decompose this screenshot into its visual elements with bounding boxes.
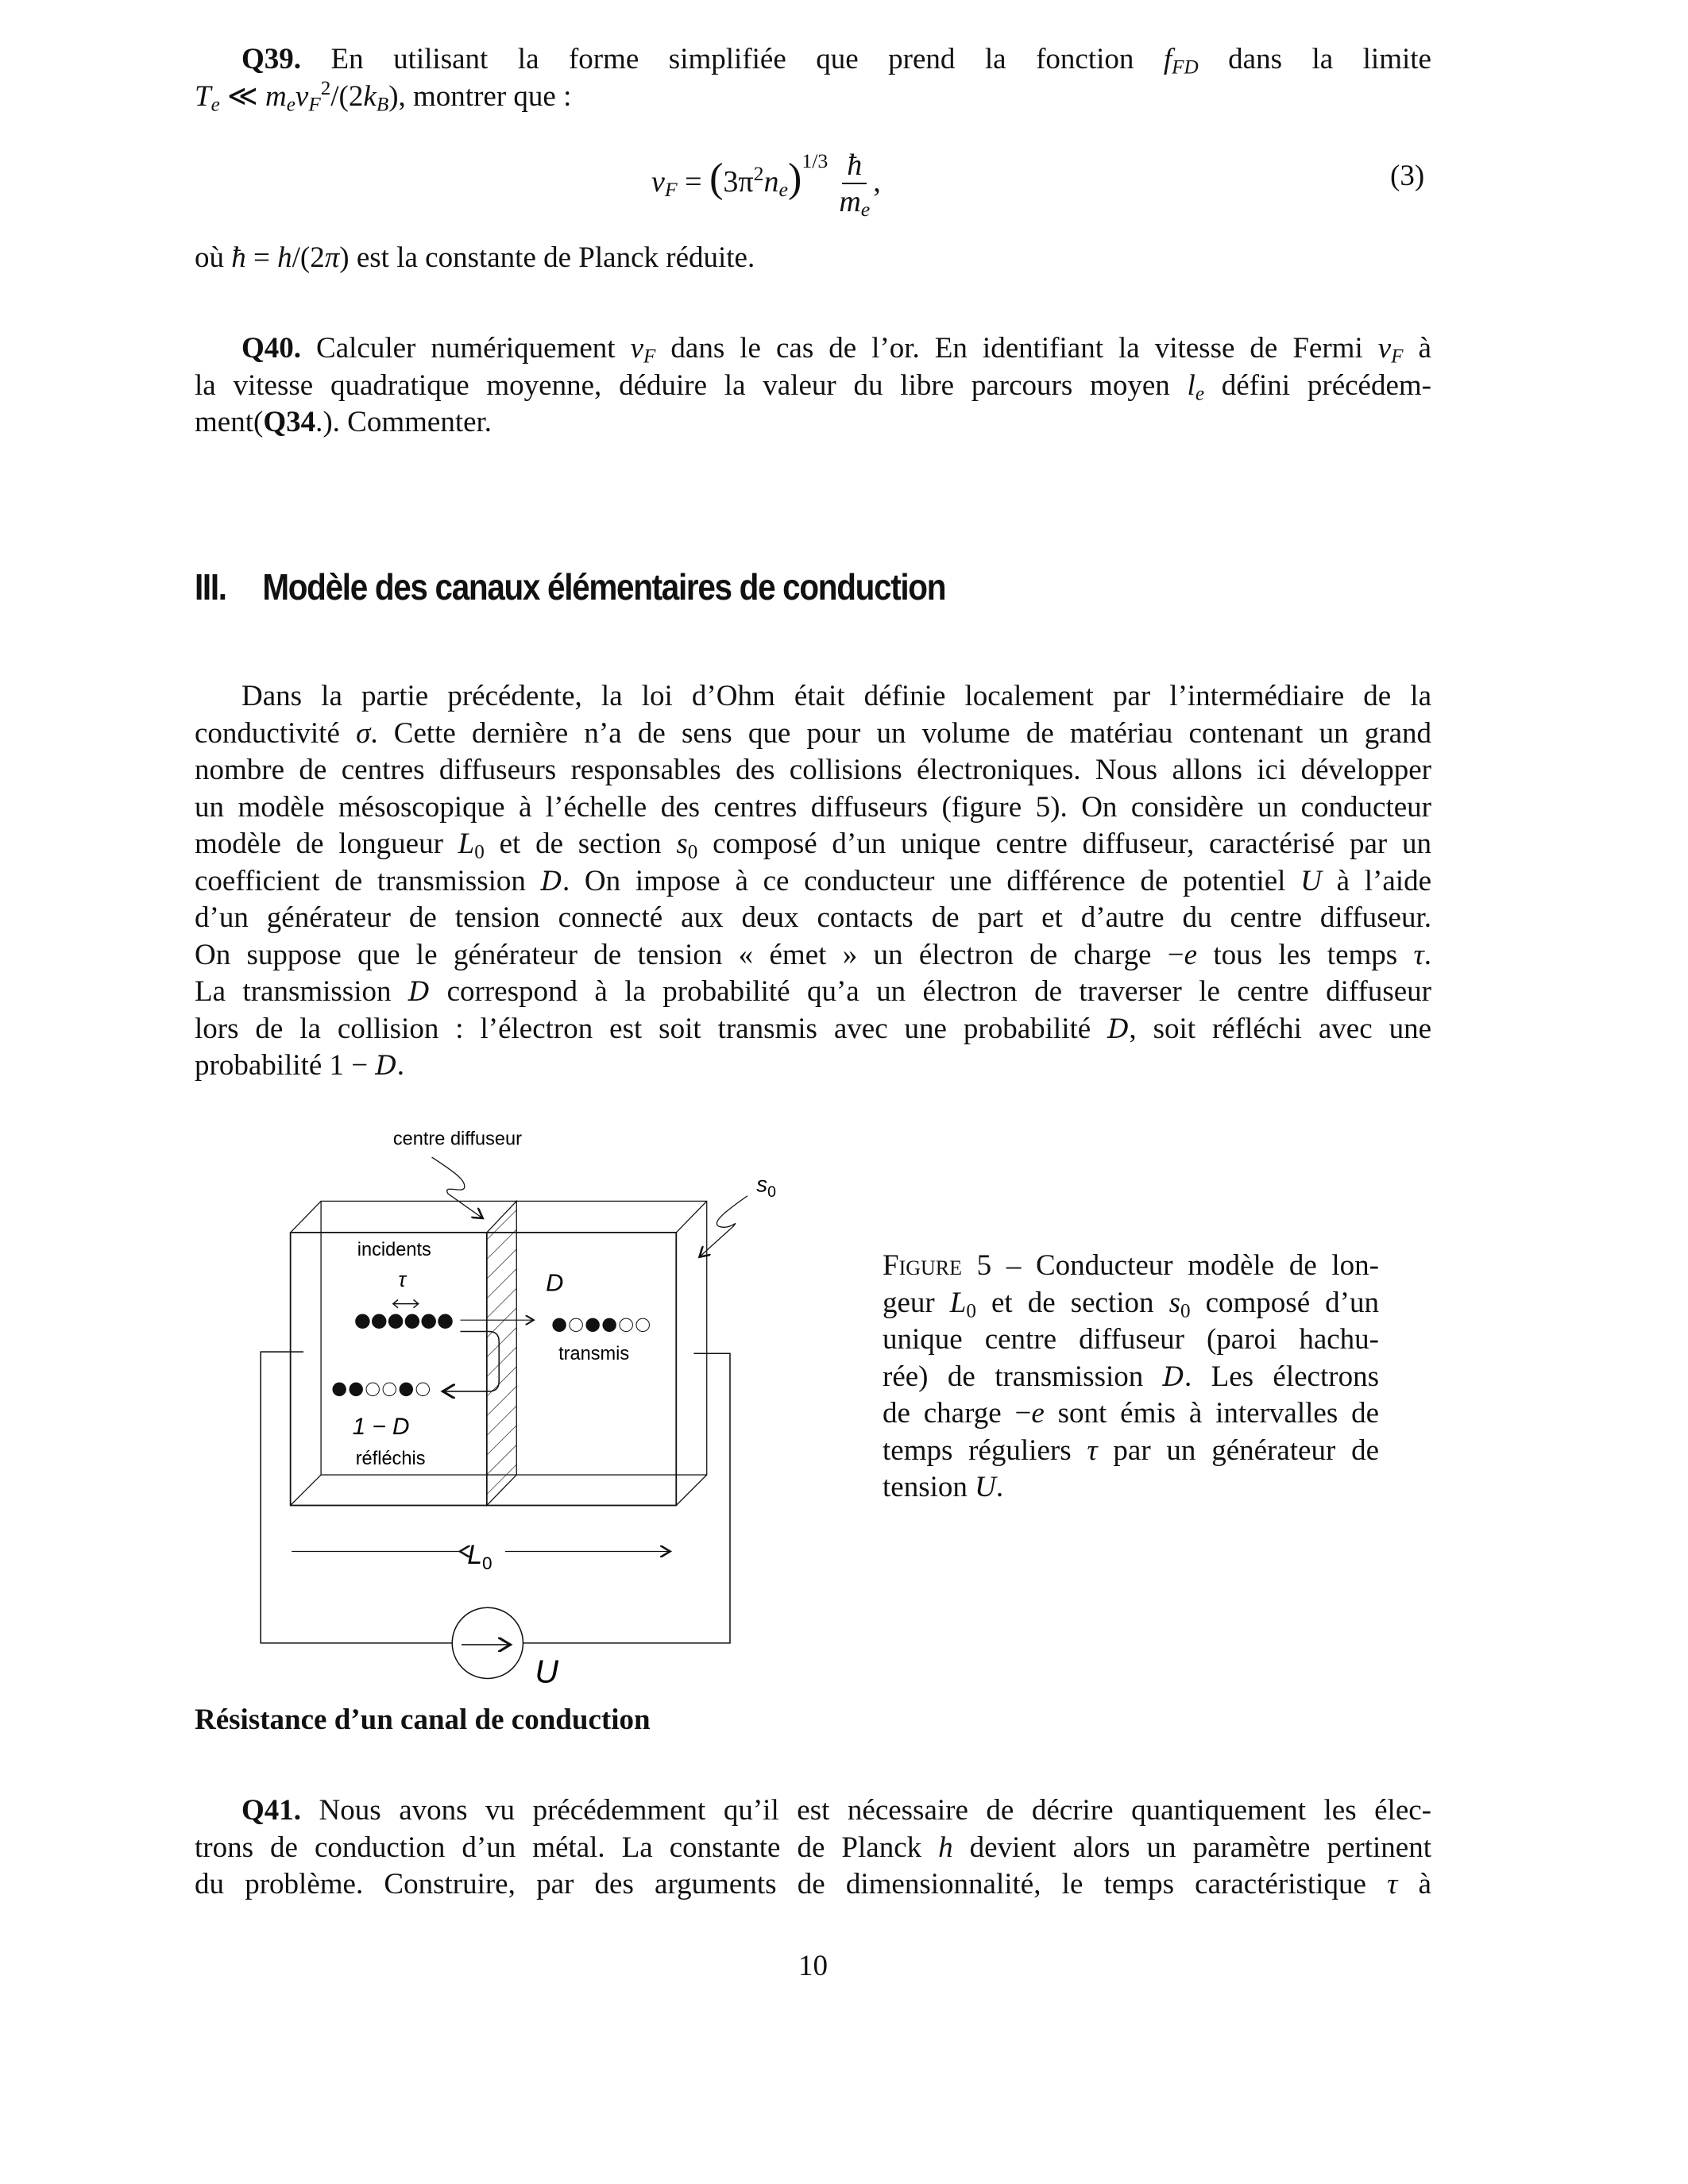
electron-dot-empty: [620, 1318, 632, 1331]
question-41: [195, 1792, 1431, 1904]
text-run: . Cette dernière n’a de sens que pour un volume de matériau contenant un grand: [370, 716, 1431, 750]
subsection-heading: Résistance d’un canal de conduction: [195, 1704, 651, 1736]
electron-dot-filled: [388, 1314, 402, 1328]
electron-dot-filled: [350, 1383, 362, 1395]
text-run: U: [1300, 864, 1322, 897]
text-run: dans le cas de l’or. En identifiant la vitesse de Fermi: [655, 332, 1378, 365]
text-run: τ: [1087, 1433, 1098, 1467]
text-run: f: [1163, 43, 1172, 75]
electron-dot-filled: [373, 1314, 386, 1328]
electron-dot-filled: [400, 1383, 412, 1395]
text-run: trons de conduction d’un métal. La constante de Planck: [195, 1831, 939, 1864]
electron-dot-filled: [586, 1318, 599, 1331]
text-run: /(2: [292, 241, 325, 274]
electron-dot-empty: [416, 1383, 429, 1395]
text-run: ≪: [219, 79, 265, 113]
text-line: [195, 1830, 1431, 1867]
text-line: [883, 1285, 1379, 1322]
eq-pi-sup: 2: [753, 161, 764, 185]
text-run: σ: [356, 716, 371, 750]
text-run: .: [995, 1471, 1004, 1503]
eq-v-sub: F: [664, 178, 678, 202]
text-line: [883, 1248, 1379, 1285]
text-run: ), montrer que :: [388, 79, 572, 113]
text-run: où: [195, 241, 232, 274]
text-run: unique centre diffuseur (paroi hachu-: [883, 1323, 1379, 1356]
eq-equals: =: [677, 165, 710, 199]
eq-3pi: 3π: [723, 165, 754, 199]
text-run: correspond à la probabilité qu’a un électron de traverser le centre diffuseur: [430, 975, 1431, 1008]
text-run: , soit réfléchi avec une: [1129, 1012, 1431, 1045]
text-run: Q41.: [241, 1794, 302, 1827]
eq-denominator: m: [839, 184, 861, 218]
text-run: e: [1184, 938, 1198, 971]
voltage-generator: [452, 1607, 523, 1678]
text-line: [195, 240, 1431, 277]
text-run: L: [949, 1286, 967, 1319]
text-run: D: [540, 865, 562, 897]
eq-n-sub: e: [778, 178, 788, 202]
transmis-label: transmis: [558, 1342, 630, 1364]
text-run: Nous avons vu précédemment qu’il est nécessaire de décrire quantiquement les élec-: [301, 1794, 1431, 1827]
text-run: d’un générateur de tension connecté aux deux contacts de part et d’autre du centre diffuseur.: [195, 901, 1431, 934]
text-run: composé d’un: [1190, 1286, 1379, 1319]
text-run: .: [1423, 938, 1431, 971]
text-run: ment(: [195, 406, 264, 438]
text-run: dans la limite: [1198, 43, 1431, 75]
page-number: 10: [798, 1950, 828, 1982]
text-run: D: [375, 1050, 397, 1082]
text-run: v: [630, 332, 644, 365]
text-run: F: [643, 345, 656, 368]
eq-den-sub: e: [860, 198, 871, 222]
text-run: coefficient de transmission: [195, 864, 541, 897]
electron-dot-filled: [438, 1314, 452, 1328]
s0-label: $s_0$: [756, 1171, 776, 1201]
text-run: 0: [1180, 1299, 1191, 1322]
text-run: e: [211, 93, 220, 115]
text-run: 0: [687, 841, 698, 863]
electron-dot-filled: [333, 1383, 346, 1395]
text-run: l: [1187, 369, 1196, 402]
text-run: la vitesse quadratique moyenne, déduire la valeur du libre parcours moyen: [195, 369, 1188, 402]
text-run: Q39.: [241, 43, 302, 75]
text-run: lors de la collision : l’électron est soit transmis avec une probabilité: [195, 1012, 1108, 1045]
text-run: de charge −: [883, 1397, 1032, 1430]
section-title: Modèle des canaux élémentaires de conduction: [262, 566, 946, 608]
eq-exponent: 1/3: [802, 149, 829, 172]
text-run: 0: [474, 841, 485, 863]
text-line: [883, 1322, 1379, 1359]
text-run: m: [265, 79, 287, 113]
text-run: D: [408, 976, 431, 1008]
figure-5-caption: [883, 1248, 1379, 1507]
text-run: s: [1168, 1286, 1180, 1319]
text-run: geur: [883, 1286, 950, 1319]
text-run: un modèle mésoscopique à l’échelle des centres diffuseurs (figure 5). On considère un conducteur: [195, 790, 1431, 824]
text-run: .). Commenter.: [315, 406, 492, 438]
section-number: III.: [195, 566, 226, 608]
eq-comma: ,: [873, 165, 881, 199]
text-run: .: [396, 1049, 404, 1082]
text-run: et de section: [484, 828, 677, 860]
text-line: [195, 716, 1431, 753]
text-line: [195, 974, 1431, 1011]
text-run: défini précédem-: [1204, 369, 1431, 402]
text-run: U: [975, 1471, 996, 1503]
text-run: e: [1195, 382, 1204, 404]
text-run: composé d’un unique centre diffuseur, caractérisé par un: [697, 828, 1431, 860]
hbar-definition: [195, 240, 1431, 277]
equation-3: [651, 135, 881, 222]
text-line: [195, 1866, 1431, 1904]
text-run: ) est la constante de Planck réduite.: [339, 241, 755, 274]
equation-number: (3): [1390, 160, 1425, 192]
text-run: 0: [966, 1299, 976, 1322]
text-run: 2: [320, 77, 331, 99]
electron-dot-filled: [356, 1314, 369, 1328]
eq-fraction: [839, 148, 870, 222]
text-run: probabilité 1 −: [195, 1049, 376, 1082]
electron-dot-filled: [405, 1314, 419, 1328]
electron-dot-filled: [422, 1314, 435, 1328]
text-run: modèle de longueur: [195, 828, 458, 860]
text-run: F: [1391, 345, 1404, 368]
text-run: v: [1377, 332, 1392, 365]
intro-paragraph: [195, 678, 1431, 1085]
text-line: [195, 79, 1431, 116]
text-run: τ: [1413, 938, 1424, 971]
text-run: τ: [1387, 1868, 1398, 1900]
text-line: [883, 1469, 1379, 1507]
text-run: ħ: [231, 241, 246, 274]
electron-dot-filled: [603, 1318, 616, 1331]
text-run: Calculer numériquement: [301, 332, 631, 365]
text-run: La transmission: [195, 975, 408, 1008]
text-run: à: [1397, 1868, 1431, 1900]
text-run: devient alors un paramètre pertinent: [952, 1831, 1431, 1864]
transmission-D-label: D: [546, 1268, 564, 1297]
question-40: [195, 330, 1431, 442]
electron-dot-empty: [636, 1318, 649, 1331]
text-run: /(2: [330, 79, 364, 113]
text-run: tension: [883, 1471, 975, 1503]
text-run: D: [1162, 1360, 1184, 1393]
text-run: temps réguliers: [883, 1433, 1087, 1467]
eq-paren-open: (: [709, 156, 724, 201]
text-run: D: [1107, 1013, 1130, 1045]
text-run: sont émis à intervalles de: [1044, 1397, 1379, 1430]
text-run: L: [458, 828, 475, 860]
text-line: [195, 404, 1431, 442]
reflected-electrons: [333, 1383, 430, 1395]
text-run: tous les temps: [1197, 938, 1414, 971]
text-run: h: [277, 241, 292, 274]
text-run: s: [676, 828, 688, 860]
text-line: [195, 789, 1431, 827]
text-line: [195, 937, 1431, 974]
text-line: [883, 1395, 1379, 1433]
eq-n: n: [763, 165, 779, 199]
centre-pointer-arrow: [432, 1157, 483, 1218]
question-39: [195, 41, 1431, 115]
text-run: . Les électrons: [1184, 1360, 1379, 1393]
text-line: [195, 826, 1431, 863]
text-line: [195, 900, 1431, 937]
text-line: [883, 1359, 1379, 1396]
text-run: Figure 5: [883, 1249, 992, 1282]
text-run: Q40.: [241, 332, 302, 365]
text-line: [195, 752, 1431, 789]
tau-label: τ: [398, 1269, 407, 1292]
eq-numerator: ħ: [842, 148, 867, 184]
eq-paren-close: ): [788, 156, 802, 201]
text-run: F: [308, 93, 321, 115]
text-run: Dans la partie précédente, la loi d’Ohm était définie localement par l’intermédiaire de la: [241, 680, 1431, 712]
text-run: – Conducteur modèle de lon-: [991, 1249, 1379, 1282]
text-run: par un générateur de: [1097, 1433, 1379, 1467]
eq-v: v: [651, 165, 665, 199]
text-line: [195, 41, 1431, 79]
text-run: rée) de transmission: [883, 1360, 1163, 1393]
text-run: v: [295, 79, 309, 113]
electron-dot-empty: [570, 1318, 582, 1331]
text-line: [195, 1011, 1431, 1048]
text-run: à l’aide: [1321, 864, 1431, 897]
L0-label: $L_0$: [467, 1539, 492, 1574]
text-line: [195, 678, 1431, 716]
reflection-probability-label: 1 − D: [352, 1413, 410, 1440]
text-run: On suppose que le générateur de tension « émet » un électron de charge −: [195, 938, 1184, 971]
text-line: [883, 1433, 1379, 1470]
text-run: nombre de centres diffuseurs responsables des collisions électroniques. Nous allons ici développer: [195, 754, 1431, 786]
text-run: =: [245, 241, 278, 274]
text-run: e: [286, 93, 295, 115]
text-run: k: [363, 79, 377, 113]
text-run: FD: [1172, 56, 1199, 79]
text-run: En utilisant la forme simplifiée que prend la fonction: [301, 43, 1164, 75]
incident-electrons: [356, 1314, 453, 1328]
text-run: Q34: [263, 406, 316, 438]
section-heading: [195, 565, 945, 608]
text-run: du problème. Construire, par des arguments de dimensionnalité, le temps caractéristique: [195, 1868, 1388, 1900]
figure-5-diagram: [238, 1096, 874, 1692]
text-run: B: [376, 93, 389, 115]
centre-diffuseur-label: centre diffuseur: [392, 1128, 522, 1149]
text-line: [195, 368, 1431, 405]
transmitted-electrons: [553, 1318, 650, 1331]
text-run: . On impose à ce conducteur une différence de potentiel: [562, 864, 1301, 897]
incidents-label: incidents: [357, 1239, 431, 1260]
electron-dot-filled: [553, 1318, 566, 1331]
tau-double-arrow: [393, 1300, 419, 1308]
text-run: T: [195, 79, 211, 113]
text-run: et de section: [975, 1286, 1169, 1319]
text-run: à: [1403, 332, 1431, 365]
text-run: e: [1031, 1397, 1045, 1430]
text-run: π: [324, 241, 340, 274]
electron-dot-empty: [383, 1383, 396, 1395]
U-label: U: [535, 1653, 558, 1690]
text-line: [195, 863, 1431, 901]
text-run: conductivité: [195, 716, 357, 750]
text-line: [195, 1048, 1431, 1085]
electron-dot-empty: [366, 1383, 379, 1395]
text-run: h: [938, 1831, 953, 1864]
reflechis-label: réfléchis: [355, 1448, 426, 1469]
text-line: [195, 330, 1431, 368]
text-line: [195, 1792, 1431, 1830]
